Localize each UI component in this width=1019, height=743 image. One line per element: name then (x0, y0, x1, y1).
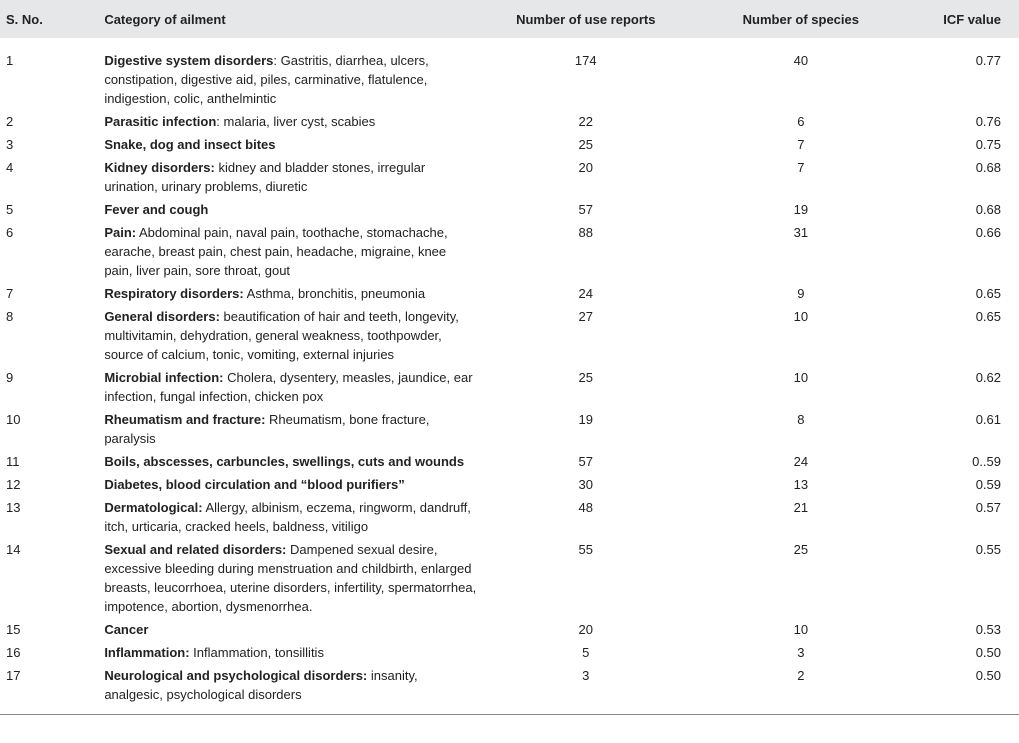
cell-category (98, 307, 483, 368)
cell-category (98, 200, 483, 223)
category-title: Fever and cough (104, 202, 209, 217)
category-title: Respiratory disorders: (104, 286, 244, 301)
header-category: Category of ailment (104, 11, 226, 27)
category-title: Pain: (104, 225, 137, 240)
cell-species: 24 (793, 454, 809, 469)
table-row (0, 112, 1019, 135)
cell-icf: 0.66 (975, 225, 1001, 240)
cell-species: 21 (793, 500, 809, 515)
cell-use-reports: 25 (578, 370, 594, 385)
table-header (0, 0, 1019, 38)
cell-sno: 17 (6, 668, 21, 683)
cell-species: 2 (797, 668, 805, 683)
cell-species: 3 (797, 645, 805, 660)
category-title: Parasitic infection (104, 114, 217, 129)
cell-category (98, 158, 483, 200)
cell-use-reports: 174 (574, 53, 597, 68)
cell-species: 10 (793, 370, 809, 385)
cell-species: 13 (793, 477, 809, 492)
cell-use-reports: 20 (578, 622, 594, 637)
table-row (0, 223, 1019, 284)
table-row (0, 620, 1019, 643)
table-row (0, 368, 1019, 410)
category-description: Inflammation, tonsillitis (193, 645, 324, 660)
cell-sno: 14 (6, 542, 21, 557)
cell-use-reports: 22 (578, 114, 594, 129)
category-separator: : (216, 114, 224, 129)
category-description: malaria, liver cyst, scabies (223, 114, 376, 129)
category-description: kidney and bladder stones, irregular urination, urinary problems, diuretic (104, 160, 426, 194)
category-description: Cholera, dysentery, measles, jaundice, ear infection, fungal infection, chicken pox (104, 370, 473, 404)
cell-sno: 5 (6, 202, 14, 217)
cell-sno: 4 (6, 160, 14, 175)
cell-use-reports: 27 (578, 309, 594, 324)
cell-category (98, 368, 483, 410)
cell-category (98, 666, 483, 715)
cell-sno: 15 (6, 622, 21, 637)
category-separator: : (273, 53, 281, 68)
cell-sno: 16 (6, 645, 21, 660)
cell-icf: 0.62 (975, 370, 1001, 385)
cell-sno: 8 (6, 309, 14, 324)
cell-species: 19 (793, 202, 809, 217)
table-body (0, 38, 1019, 715)
cell-use-reports: 20 (578, 160, 594, 175)
cell-species: 6 (797, 114, 805, 129)
cell-use-reports: 30 (578, 477, 594, 492)
header-icf: ICF value (943, 11, 1001, 27)
cell-use-reports: 48 (578, 500, 594, 515)
table-row (0, 666, 1019, 715)
category-title: Neurological and psychological disorders: (104, 668, 368, 683)
category-title: Rheumatism and fracture: (104, 412, 266, 427)
table-row (0, 540, 1019, 620)
cell-sno: 11 (6, 454, 20, 469)
header-species: Number of species (742, 11, 859, 27)
cell-category (98, 475, 483, 498)
category-title: Digestive system disorders (104, 53, 274, 68)
cell-use-reports: 57 (578, 202, 594, 217)
cell-icf: 0.57 (975, 500, 1001, 515)
cell-sno: 12 (6, 477, 21, 492)
cell-species: 8 (797, 412, 805, 427)
table-row (0, 643, 1019, 666)
cell-sno: 3 (6, 137, 14, 152)
category-description: Abdominal pain, naval pain, toothache, stomachache, earache, breast pain, chest pain, headache, migraine, knee pain, liver pain, sore throat, gout (104, 225, 448, 278)
cell-icf: 0.65 (975, 309, 1001, 324)
cell-species: 40 (793, 53, 809, 68)
cell-category (98, 223, 483, 284)
category-description: Dampened sexual desire, excessive bleeding during menstruation and childbirth, enlarged breasts, leucorrhoea, uterine disorders, infertility, spermatorrhea, impotence, abortion, dysmenorrhea. (104, 542, 477, 614)
cell-icf: 0.61 (975, 412, 1001, 427)
cell-icf: 0.53 (975, 622, 1001, 637)
cell-species: 7 (797, 160, 805, 175)
cell-icf: 0.77 (975, 53, 1001, 68)
cell-sno: 1 (6, 53, 14, 68)
cell-category (98, 38, 483, 112)
category-title: Microbial infection: (104, 370, 224, 385)
cell-icf: 0.65 (975, 286, 1001, 301)
cell-use-reports: 24 (578, 286, 594, 301)
cell-category (98, 452, 483, 475)
cell-icf: 0.59 (975, 477, 1001, 492)
cell-sno: 13 (6, 500, 21, 515)
cell-category (98, 498, 483, 540)
category-description: Allergy, albinism, eczema, ringworm, dandruff, itch, urticaria, cracked heels, baldness, vitiligo (104, 500, 471, 534)
cell-category (98, 643, 483, 666)
category-title: General disorders: (104, 309, 220, 324)
cell-sno: 10 (6, 412, 21, 427)
cell-icf: 0.50 (975, 668, 1001, 683)
cell-category (98, 135, 483, 158)
cell-species: 7 (797, 137, 805, 152)
cell-species: 25 (793, 542, 809, 557)
cell-use-reports: 25 (578, 137, 594, 152)
cell-sno: 2 (6, 114, 14, 129)
header-sno: S. No. (6, 11, 43, 27)
cell-icf: 0.50 (975, 645, 1001, 660)
cell-species: 31 (793, 225, 809, 240)
table-row (0, 135, 1019, 158)
table-row (0, 498, 1019, 540)
cell-icf: 0.75 (975, 137, 1001, 152)
table-row (0, 307, 1019, 368)
cell-icf: 0.68 (975, 202, 1001, 217)
cell-category (98, 284, 483, 307)
table-row (0, 452, 1019, 475)
cell-use-reports: 19 (578, 412, 594, 427)
table-row (0, 200, 1019, 223)
category-title: Kidney disorders: (104, 160, 215, 175)
cell-icf: 0.76 (975, 114, 1001, 129)
cell-species: 10 (793, 622, 809, 637)
cell-sno: 9 (6, 370, 14, 385)
cell-category (98, 620, 483, 643)
cell-sno: 7 (6, 286, 14, 301)
table-row (0, 38, 1019, 112)
category-title: Snake, dog and insect bites (104, 137, 276, 152)
cell-species: 10 (793, 309, 809, 324)
category-title: Sexual and related disorders: (104, 542, 287, 557)
cell-category (98, 410, 483, 452)
category-title: Diabetes, blood circulation and “blood purifiers” (104, 477, 405, 492)
table-row (0, 475, 1019, 498)
cell-species: 9 (797, 286, 805, 301)
category-title: Dermatological: (104, 500, 203, 515)
cell-icf: 0.68 (975, 160, 1001, 175)
cell-use-reports: 3 (582, 668, 590, 683)
table-row (0, 158, 1019, 200)
table-row (0, 410, 1019, 452)
cell-sno: 6 (6, 225, 14, 240)
category-description: insanity, analgesic, psychological disorders (104, 668, 418, 702)
category-description: beautification of hair and teeth, longevity, multivitamin, dehydration, general weakness, toothpowder, source of calcium, tonic, vomiting, external injuries (104, 309, 459, 362)
table-row (0, 284, 1019, 307)
category-title: Cancer (104, 622, 149, 637)
header-row (0, 0, 1019, 38)
header-use-reports: Number of use reports (516, 11, 656, 27)
category-description: Asthma, bronchitis, pneumonia (246, 286, 426, 301)
cell-icf: 0..59 (972, 454, 1001, 469)
category-title: Inflammation: (104, 645, 190, 660)
cell-category (98, 112, 483, 135)
cell-use-reports: 5 (582, 645, 590, 660)
category-description: Rheumatism, bone fracture, paralysis (104, 412, 430, 446)
cell-use-reports: 55 (578, 542, 594, 557)
category-title: Boils, abscesses, carbuncles, swellings, cuts and wounds (104, 454, 465, 469)
cell-category (98, 540, 483, 620)
cell-use-reports: 57 (578, 454, 594, 469)
category-description: Gastritis, diarrhea, ulcers, constipation, digestive aid, piles, carminative, flatulence, indigestion, colic, anthelmintic (104, 53, 429, 106)
cell-use-reports: 88 (578, 225, 594, 240)
cell-icf: 0.55 (975, 542, 1001, 557)
